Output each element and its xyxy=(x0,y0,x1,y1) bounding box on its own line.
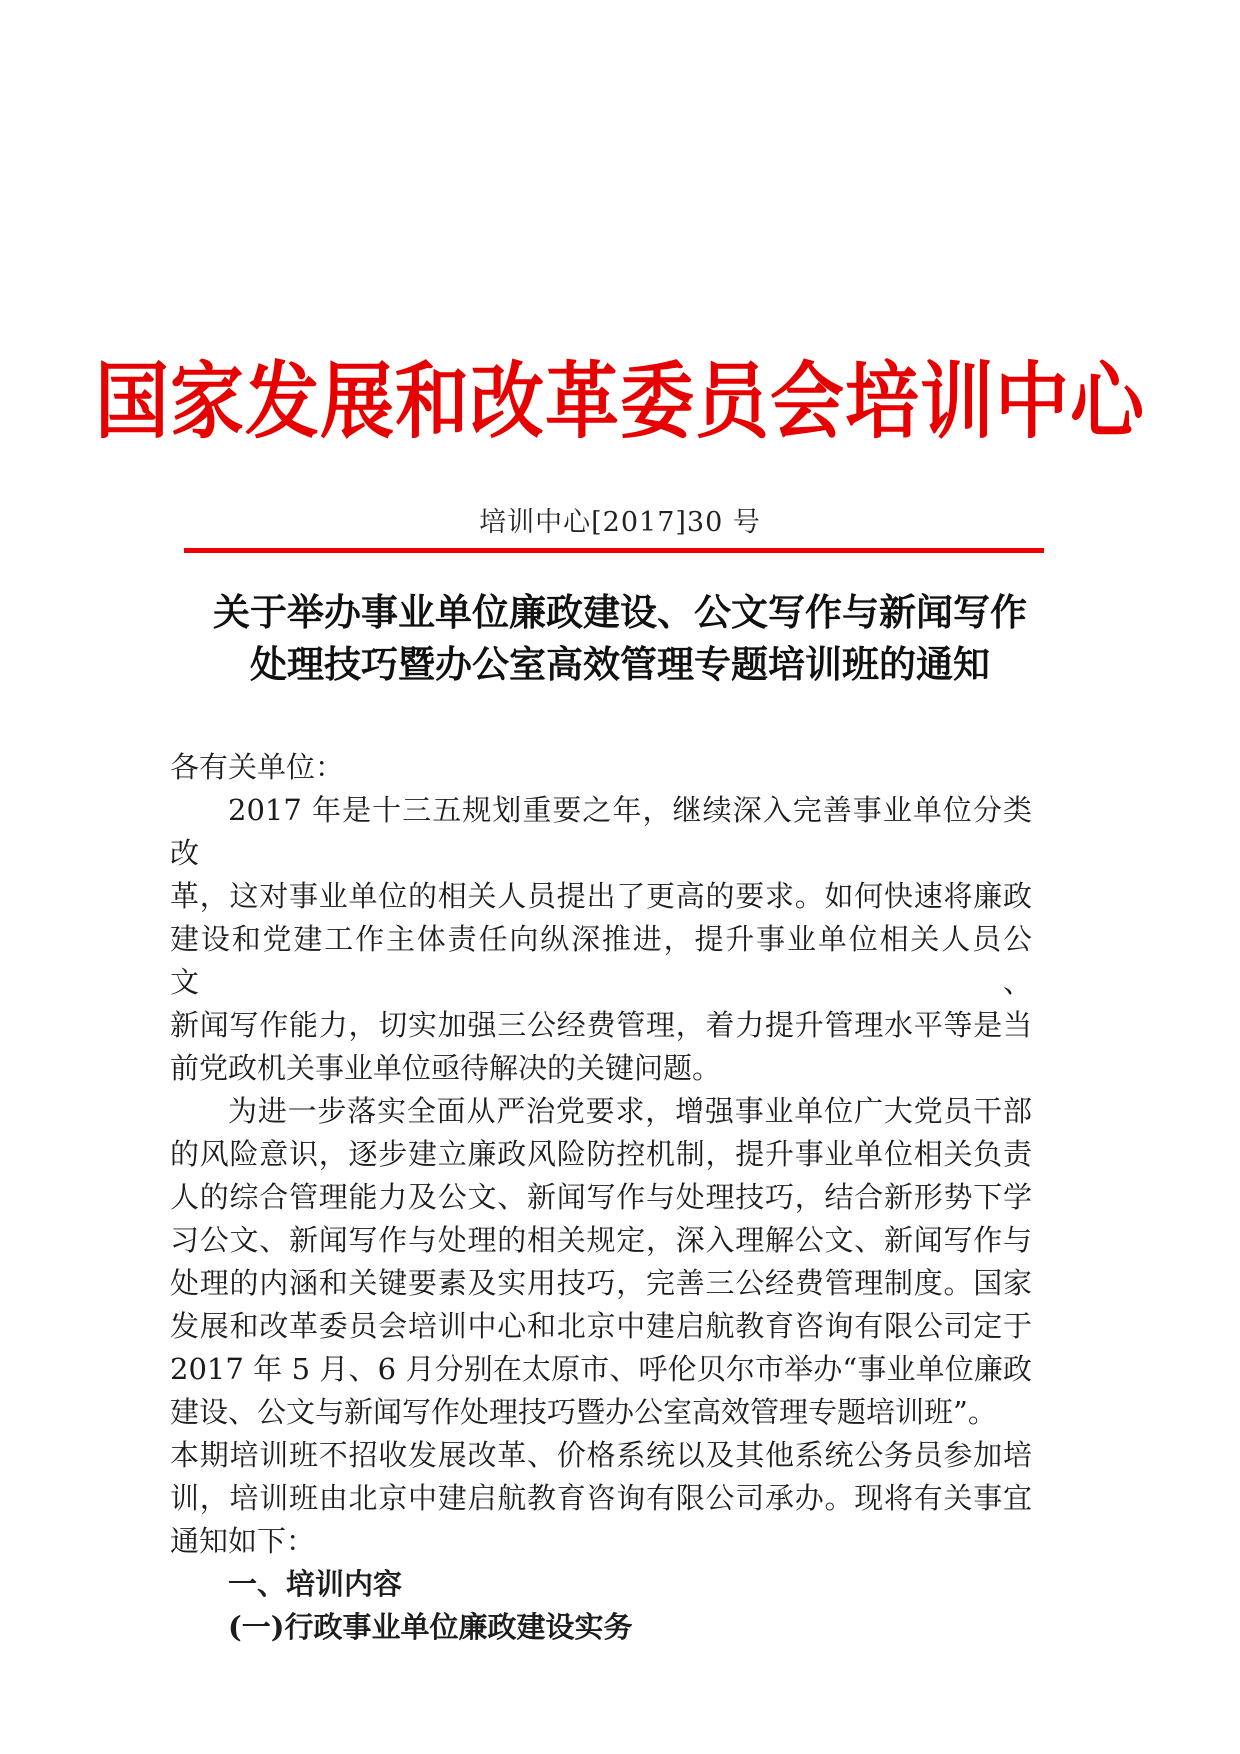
body-line: 发展和改革委员会培训中心和北京中建启航教育咨询有限公司定于 xyxy=(170,1309,1032,1343)
salutation: 各有关单位： xyxy=(170,750,345,784)
section-heading: 一、培训内容 xyxy=(228,1567,403,1601)
body-line: 处理的内涵和关键要素及实用技巧，完善三公经费管理制度。国家 xyxy=(170,1266,1032,1300)
body-line: 的风险意识，逐步建立廉政风险防控机制，提升事业单位相关负责 xyxy=(170,1137,1032,1171)
body-line: 新闻写作能力，切实加强三公经费管理，着力提升管理水平等是当 xyxy=(170,1008,1032,1042)
document-number: 培训中心[2017]30 号 xyxy=(479,507,761,538)
letterhead-title: 国家发展和改革委员会培训中心 xyxy=(95,353,1145,451)
body-line: 习公文、新闻写作与处理的相关规定，深入理解公文、新闻写作与 xyxy=(170,1223,1032,1257)
document-title xyxy=(0,586,1240,690)
body-line: 革，这对事业单位的相关人员提出了更高的要求。如何快速将廉政 xyxy=(170,879,1032,913)
body-line: 2017 年是十三五规划重要之年，继续深入完善事业单位分类改 xyxy=(170,793,1032,870)
document-title-line-1: 关于举办事业单位廉政建设、公文写作与新闻写作 xyxy=(213,590,1027,634)
document-title-line-2: 处理技巧暨办公室高效管理专题培训班的通知 xyxy=(250,642,990,686)
body-line: 通知如下： xyxy=(170,1524,316,1558)
body-line: 训，培训班由北京中建启航教育咨询有限公司承办。现将有关事宜 xyxy=(170,1481,1032,1515)
red-divider-line xyxy=(184,548,1044,553)
document-body xyxy=(170,746,1032,1649)
body-line: 人的综合管理能力及公文、新闻写作与处理技巧，结合新形势下学 xyxy=(170,1180,1032,1214)
body-line: 建设、公文与新闻写作处理技巧暨办公室高效管理专题培训班”。 xyxy=(170,1395,997,1429)
body-line: 建设和党建工作主体责任向纵深推进，提升事业单位相关人员公文、 xyxy=(170,922,1032,999)
body-line: 为进一步落实全面从严治党要求，增强事业单位广大党员干部 xyxy=(228,1094,1032,1128)
paragraph-1 xyxy=(170,789,1032,1090)
paragraph-2 xyxy=(170,1090,1032,1563)
body-line: 本期培训班不招收发展改革、价格系统以及其他系统公务员参加培 xyxy=(170,1438,1032,1472)
sub-heading: (一)行政事业单位廉政建设实务 xyxy=(228,1610,633,1644)
body-line: 2017 年 5 月、6 月分别在太原市、呼伦贝尔市举办“事业单位廉政 xyxy=(170,1352,1032,1386)
body-line: 前党政机关事业单位亟待解决的关键问题。 xyxy=(170,1051,722,1085)
